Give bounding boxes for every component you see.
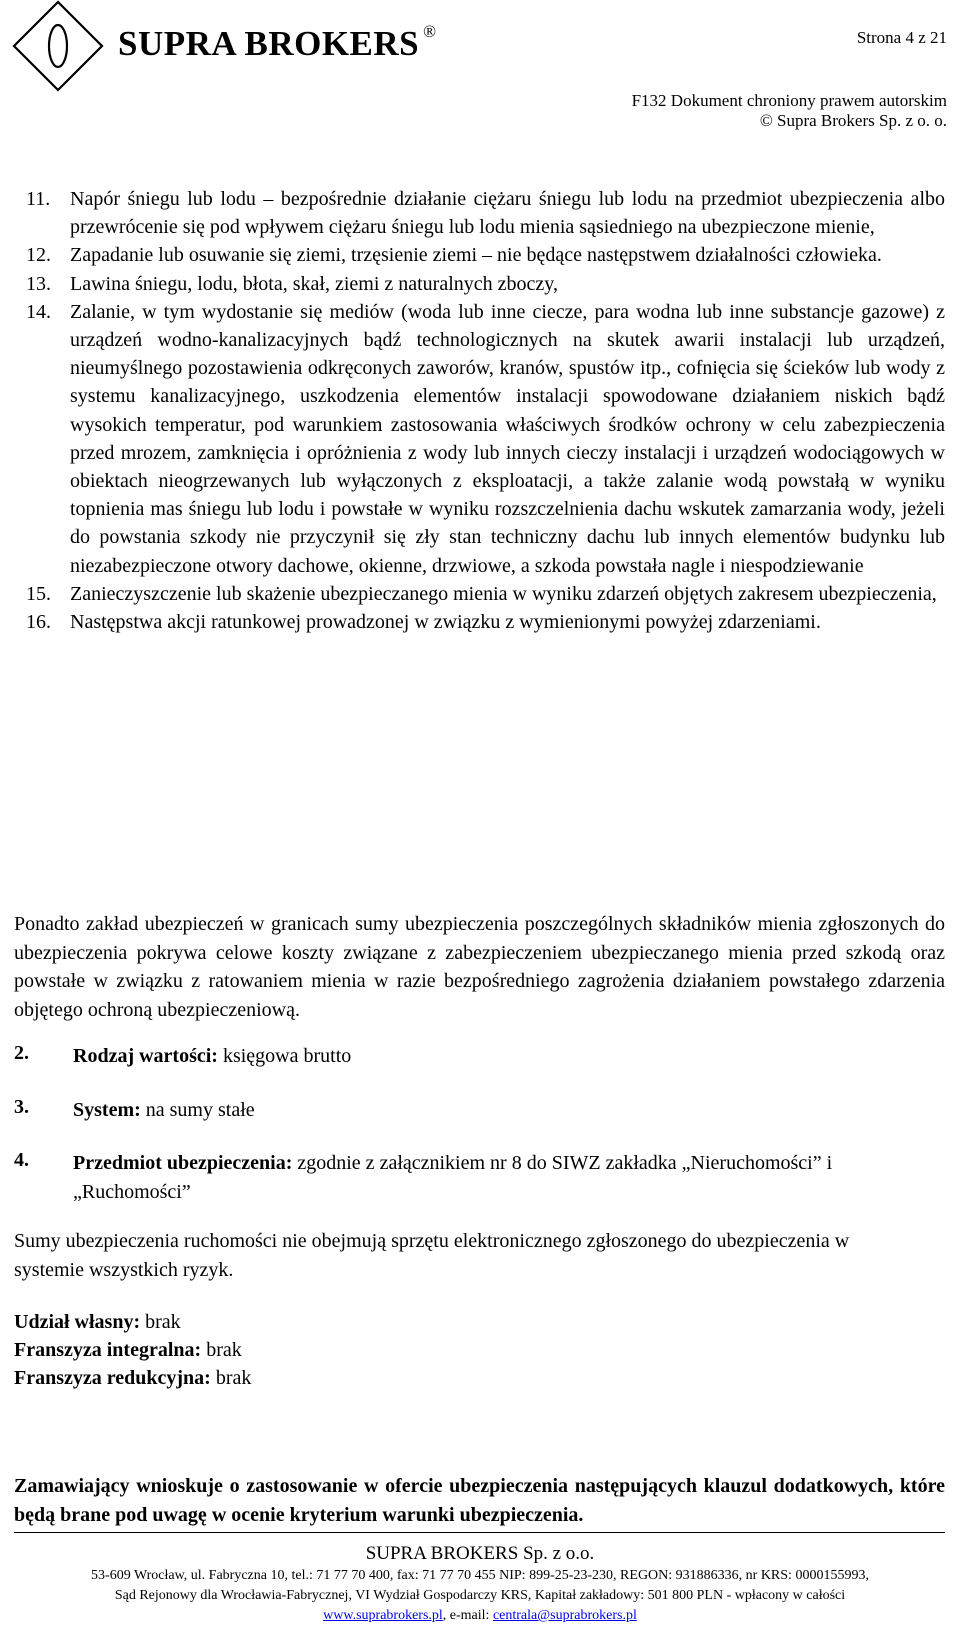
section-system: [73, 1096, 945, 1125]
sums-paragraph: Sumy ubezpieczenia ruchomości nie obejmują sprzętu elektronicznego zgłoszonego do ubezpieczenia w systemie wszystkich ryzyk.: [14, 1230, 850, 1281]
final-statement: Zamawiający wnioskuje o zastosowanie w ofercie ubezpieczenia następujących klauzul dodatkowych, które będą brane pod uwagę w ocenie kryterium warunki ubezpieczenia.: [14, 1475, 945, 1526]
section-label: System:: [73, 1099, 141, 1121]
supra-logo-icon: [12, 0, 130, 92]
list-text: Zalanie, w tym wydostanie się mediów (woda lub inne ciecze, para wodna lub inne substancje gazowe) z urządzeń wodno-kanalizacyjnych bądź technologicznych na skutek awarii instalacji lub urządzeń, nieumyślnego pozostawienia odkręconych zaworów, kranów, spustów itp., cofnięcia się ścieków lub wody z systemu kanalizacyjnego, uszkodzenia elementów instalacji spowodowane działaniem niskich bądź wysokich temperatur, pod warunkiem zastosowania właściwych środków ochrony w celu zabezpieczenia przed mrozem, zamknięcia i opróżnienia z wody lub innych cieczy instalacji i urządzeń wodociągowych w obiektach nieogrzewanych lub wyłączonych z eksploatacji, a także zalanie wodą powstałą w wyniku topnienia mas śniegu lub lodu i powstałe w wyniku rozszczelnienia dachu wskutek zamarzania wody, jeżeli do powstania szkody nie przyczynił się zły stan techniczny dachu lub innych elementów budynku lub niezabezpieczone otwory dachowe, okienne, drzwiowe, a szkoda powstała nagle i niespodziewanie: [70, 300, 945, 577]
page-number: Strona 4 z 21: [856, 28, 947, 47]
costs-paragraph: Ponadto zakład ubezpieczeń w granicach sumy ubezpieczenia poszczególnych składników mienia zgłoszonych do ubezpieczenia pokrywa celowe koszty związane z zabezpieczeniem ubezpieczanego mienia przed szkodą oraz powstałe w związku z ratowaniem mienia w razie bezpośredniego zagrożenia działaniem powstałego zdarzenia objętego ochroną ubezpieczeniową.: [14, 913, 945, 1021]
list-item: [14, 241, 945, 269]
brand-name: SUPRA BROKERS ®: [118, 22, 437, 63]
doc-notice: F132 Dokument chroniony prawem autorskim: [631, 91, 947, 110]
list-number: 12.: [26, 244, 51, 267]
footer-company: SUPRA BROKERS Sp. z o.o.: [365, 1543, 595, 1564]
website-link[interactable]: www.suprabrokers.pl: [323, 1608, 443, 1623]
list-text: Napór śniegu lub lodu – bezpośrednie działanie ciężaru śniegu lub lodu na przedmiot ubezpieczenia albo przewrócenie się pod wpływem ciężaru śniegu lub lodu mienia sąsiedniego na ubezpieczone mienie,: [70, 188, 945, 239]
section-number: 3.: [14, 1096, 29, 1118]
deductible-value: brak: [201, 1339, 242, 1361]
list-item: [14, 608, 945, 636]
section-subject: [73, 1149, 833, 1206]
section-label: Rodzaj wartości:: [73, 1045, 218, 1067]
section-number: 2.: [14, 1042, 29, 1064]
deductible-label: Franszyza redukcyjna:: [14, 1367, 211, 1389]
list-number: 16.: [26, 611, 51, 634]
list-text: Zanieczyszczenie lub skażenie ubezpieczanego mienia w wyniku zdarzeń objętych zakresem ubezpieczenia,: [70, 582, 937, 605]
section-number: 4.: [14, 1149, 29, 1171]
deductible-own-share: [14, 1308, 945, 1337]
list-text: Następstwa akcji ratunkowej prowadzonej w związku z wymienionymi powyżej zdarzeniami.: [70, 611, 821, 634]
registered-mark: ®: [423, 22, 437, 41]
deductible-value: brak: [140, 1311, 181, 1333]
footer-divider: [14, 1532, 945, 1533]
section-value-type: [73, 1042, 945, 1071]
copyright: © Supra Brokers Sp. z o. o.: [759, 111, 947, 130]
risk-list: [14, 185, 945, 636]
deductible-reduction: [14, 1364, 945, 1393]
email-label: , e-mail:: [442, 1608, 493, 1623]
list-item: [14, 298, 945, 580]
footer-address: 53-609 Wrocław, ul. Fabryczna 10, tel.: 71 77 70 400, fax: 71 77 70 455 NIP: 899-25-23-230, REGON: 931886336, nr KRS: 0000155993,: [91, 1568, 869, 1583]
list-number: 15.: [26, 582, 51, 605]
email-link[interactable]: centrala@suprabrokers.pl: [492, 1608, 637, 1623]
header-info: [632, 91, 947, 131]
list-item: [14, 580, 945, 608]
list-item: [14, 270, 945, 298]
section-value: na sumy stałe: [140, 1099, 255, 1121]
deductible-label: Franszyza integralna:: [14, 1339, 202, 1361]
list-item: [14, 185, 945, 241]
section-value: zgodnie z załącznikiem nr 8 do SIWZ zakładka „Nieruchomości” i „Ruchomości”: [73, 1152, 833, 1203]
list-text: Zapadanie lub osuwanie się ziemi, trzęsienie ziemi – nie będące następstwem działalności człowieka.: [70, 244, 882, 267]
deductible-label: Udział własny:: [14, 1311, 141, 1333]
footer-contact: [0, 1608, 960, 1624]
section-label: Przedmiot ubezpieczenia:: [73, 1152, 293, 1174]
list-number: 11.: [26, 188, 51, 210]
list-number: 14.: [26, 300, 51, 323]
list-number: 13.: [26, 272, 51, 295]
deductible-integral: [14, 1336, 945, 1365]
section-value: księgowa brutto: [217, 1045, 352, 1067]
footer-court: Sąd Rejonowy dla Wrocławia-Fabrycznej, VI Wydział Gospodarczy KRS, Kapitał zakładowy: 501 800 PLN - wpłacony w całości: [114, 1588, 846, 1603]
list-text: Lawina śniegu, lodu, błota, skał, ziemi z naturalnych zboczy,: [70, 272, 558, 295]
deductible-value: brak: [210, 1367, 252, 1389]
